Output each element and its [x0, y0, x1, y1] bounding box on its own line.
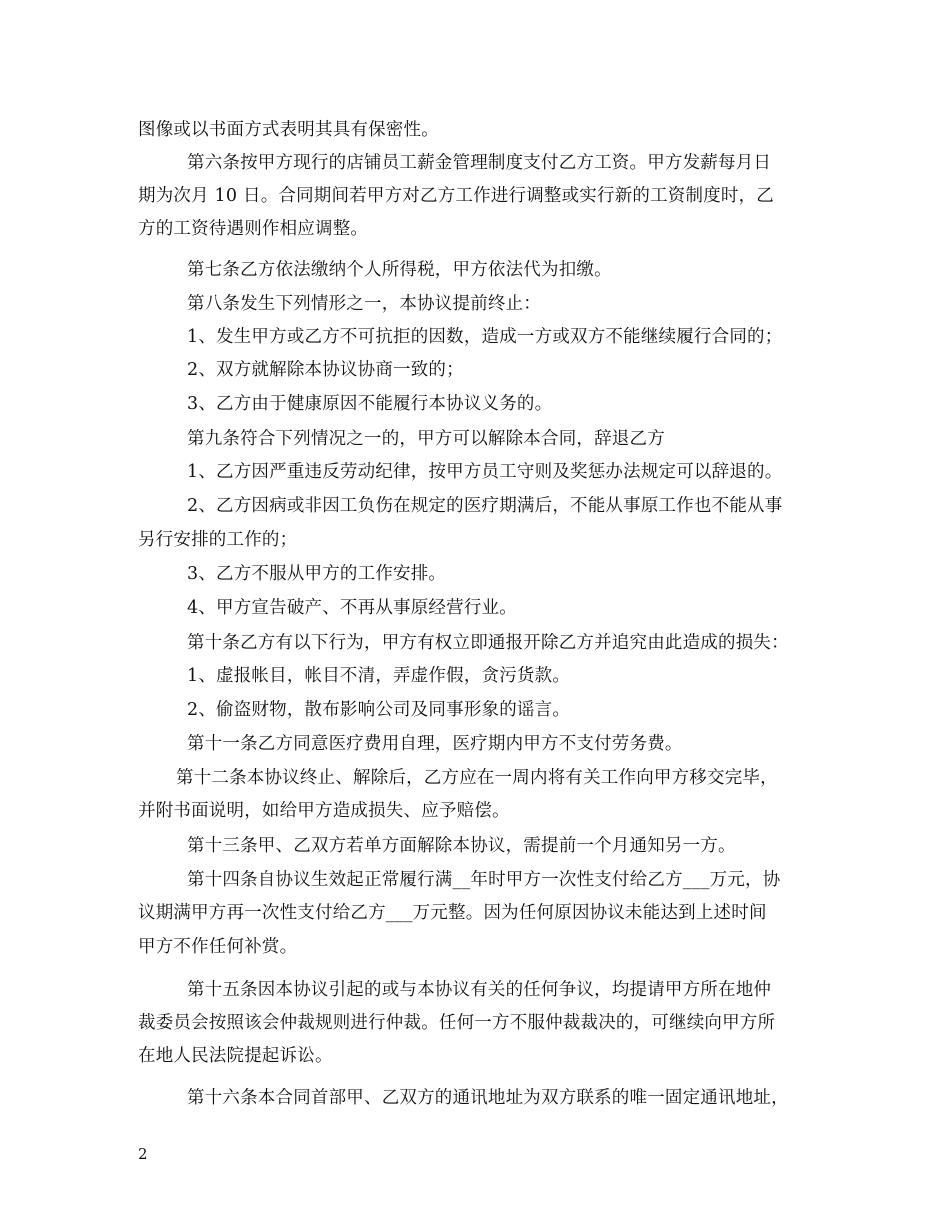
text-line: 2、偷盗财物，散布影响公司及同事形象的谣言。 [187, 700, 571, 720]
page-number: 2 [138, 1145, 148, 1163]
text-line: 2、乙方因病或非因工负伤在规定的医疗期满后，不能从事原工作也不能从事 [187, 496, 783, 516]
text-line: 3、乙方不服从甲方的工作安排。 [187, 564, 447, 584]
text-line: 4、甲方宣告破产、不再从事原经营行业。 [187, 598, 517, 618]
text-line: 1、乙方因严重违反劳动纪律，按甲方员工守则及奖惩办法规定可以辞退的。 [187, 462, 783, 482]
text-line: 第八条发生下列情形之一，本协议提前终止： [187, 294, 541, 314]
text-line: 1、发生甲方或乙方不可抗拒的因数，造成一方或双方不能继续履行合同的； [187, 327, 783, 347]
text-line: 2、双方就解除本协议协商一致的； [187, 360, 464, 380]
text-line: 第十一条乙方同意医疗费用自理，医疗期内甲方不支付劳务费。 [187, 734, 683, 754]
text-line: 第十六条本合同首部甲、乙双方的通讯地址为双方联系的唯一固定通讯地址， [187, 1088, 789, 1108]
text-line: 甲方不作任何补赏。 [138, 937, 298, 957]
text-line: 议期满甲方再一次性支付给乙方___万元整。因为任何原因协议未能达到上述时间 [138, 903, 767, 923]
text-line: 3、乙方由于健康原因不能履行本协议义务的。 [187, 394, 553, 414]
text-line: 期为次月 10 日。合同期间若甲方对乙方工作进行调整或实行新的工资制度时，乙 [138, 186, 774, 206]
text-line: 第十条乙方有以下行为，甲方有权立即通报开除乙方并追究由此造成的损失： [187, 633, 789, 653]
text-line: 第十三条甲、乙双方若单方面解除本协议，需提前一个月通知另一方。 [187, 836, 736, 856]
text-line: 第九条符合下列情况之一的，甲方可以解除本合同，辞退乙方 [187, 429, 665, 449]
text-line: 第十四条自协议生效起正常履行满__年时甲方一次性支付给乙方___万元，协 [187, 870, 781, 890]
text-line: 方的工资待遇则作相应调整。 [138, 219, 369, 239]
text-line: 第七条乙方依法缴纳个人所得税，甲方依法代为扣缴。 [187, 260, 612, 280]
text-line: 裁委员会按照该会仲裁规则进行仲裁。任何一方不服仲裁裁决的，可继续向甲方所 [138, 1013, 776, 1033]
text-line: 在地人民法院提起诉讼。 [138, 1046, 333, 1066]
text-line: 另行安排的工作的； [138, 530, 298, 550]
text-line: 第六条按甲方现行的店铺员工薪金管理制度支付乙方工资。甲方发薪每月日 [187, 153, 772, 173]
text-line: 第十二条本协议终止、解除后，乙方应在一周内将有关工作向甲方移交完毕， [176, 768, 778, 788]
text-line: 第十五条因本协议引起的或与本协议有关的任何争议，均提请甲方所在地仲 [187, 980, 772, 1000]
text-line: 1、虚报帐目，帐目不清，弄虚作假，贪污货款。 [187, 666, 571, 686]
text-line: 图像或以书面方式表明其具有保密性。 [138, 120, 439, 140]
text-line: 并附书面说明，如给甲方造成损失、应予赔偿。 [138, 801, 510, 821]
